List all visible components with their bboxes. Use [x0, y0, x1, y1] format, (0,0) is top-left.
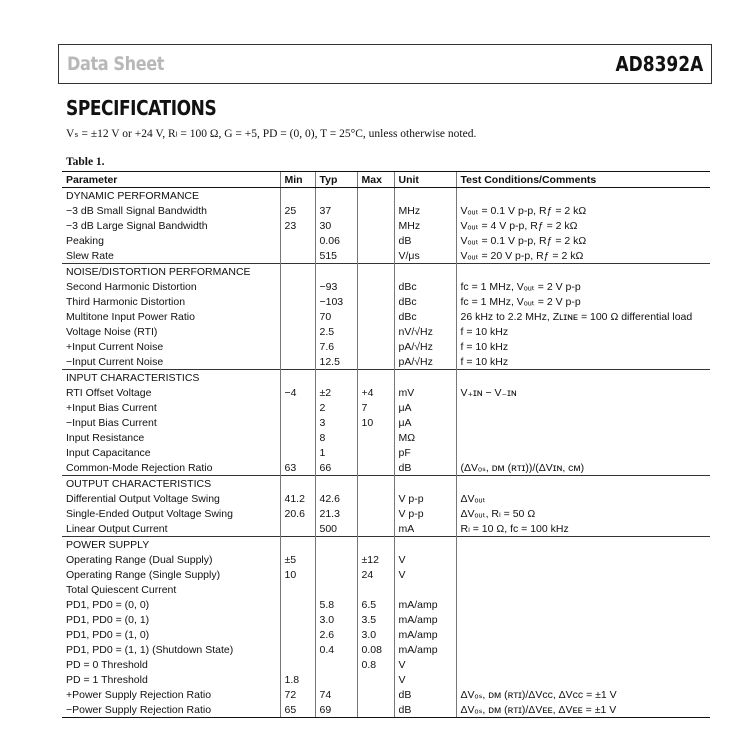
cell-min: 63 — [280, 460, 315, 476]
cell-test-conditions — [456, 552, 710, 567]
table-section-row — [62, 370, 710, 386]
cell-unit: V — [394, 672, 456, 687]
cell-min — [280, 264, 315, 280]
cell-max — [357, 687, 394, 702]
cell-unit — [394, 264, 456, 280]
cell-min: 1.8 — [280, 672, 315, 687]
table-row — [62, 506, 710, 521]
specifications-table — [62, 171, 710, 718]
cell-test-conditions: ΔVₒᵤₜ, Rₗ = 50 Ω — [456, 506, 710, 521]
cell-typ — [315, 672, 357, 687]
cell-unit: V p-p — [394, 491, 456, 506]
cell-min — [280, 309, 315, 324]
cell-test-conditions: fᴄ = 1 MHz, Vₒᵤₜ = 2 V p-p — [456, 294, 710, 309]
col-header-unit: Unit — [394, 172, 456, 188]
section-title: SPECIFICATIONS — [66, 96, 217, 120]
cell-min — [280, 476, 315, 492]
cell-max: 10 — [357, 415, 394, 430]
cell-typ: 21.3 — [315, 506, 357, 521]
cell-unit: V/μs — [394, 248, 456, 264]
cell-param: −Input Current Noise — [66, 355, 164, 368]
cell-unit: V p-p — [394, 506, 456, 521]
cell-max — [357, 233, 394, 248]
cell-test-conditions: ΔVₒᵤₜ — [456, 491, 710, 506]
cell-typ — [315, 552, 357, 567]
cell-min: 41.2 — [280, 491, 315, 506]
cell-unit: dB — [394, 460, 456, 476]
table-row — [62, 582, 710, 597]
table-row — [62, 445, 710, 460]
cell-max — [357, 188, 394, 204]
cell-test-conditions — [456, 537, 710, 553]
table-row — [62, 627, 710, 642]
cell-max — [357, 294, 394, 309]
cell-max — [357, 370, 394, 386]
cell-max — [357, 248, 394, 264]
cell-max — [357, 537, 394, 553]
table-section-row — [62, 537, 710, 553]
table-body — [62, 188, 710, 718]
cell-typ: 42.6 — [315, 491, 357, 506]
cell-unit: dB — [394, 233, 456, 248]
cell-test-conditions — [456, 582, 710, 597]
cell-test-conditions — [456, 642, 710, 657]
table-row — [62, 324, 710, 339]
table-row — [62, 309, 710, 324]
table-row — [62, 294, 710, 309]
cell-test-conditions — [456, 672, 710, 687]
cell-max: 3.0 — [357, 627, 394, 642]
cell-unit: dBc — [394, 294, 456, 309]
cell-min — [280, 354, 315, 370]
cell-max — [357, 476, 394, 492]
cell-param: Single-Ended Output Voltage Swing — [66, 507, 233, 520]
cell-unit — [394, 370, 456, 386]
cell-param: OUTPUT CHARACTERISTICS — [62, 476, 280, 492]
cell-unit: V — [394, 657, 456, 672]
cell-param: INPUT CHARACTERISTICS — [62, 370, 280, 386]
cell-typ: 2.5 — [315, 324, 357, 339]
cell-min: 10 — [280, 567, 315, 582]
cell-min — [280, 582, 315, 597]
table-row — [62, 612, 710, 627]
cell-min — [280, 430, 315, 445]
cell-unit: dB — [394, 687, 456, 702]
cell-min — [280, 627, 315, 642]
cell-typ: 515 — [315, 248, 357, 264]
cell-test-conditions — [456, 657, 710, 672]
cell-test-conditions — [456, 627, 710, 642]
cell-max — [357, 309, 394, 324]
cell-min: 65 — [280, 702, 315, 718]
cell-min: 72 — [280, 687, 315, 702]
cell-min — [280, 642, 315, 657]
cell-typ: 0.4 — [315, 642, 357, 657]
header-doc-type: Data Sheet — [67, 53, 165, 75]
cell-typ: −103 — [315, 294, 357, 309]
cell-max: 6.5 — [357, 597, 394, 612]
cell-param: Second Harmonic Distortion — [66, 280, 197, 293]
cell-unit: MΩ — [394, 430, 456, 445]
cell-unit: μA — [394, 400, 456, 415]
cell-typ: −93 — [315, 279, 357, 294]
cell-param: +Power Supply Rejection Ratio — [66, 688, 212, 701]
cell-max — [357, 430, 394, 445]
cell-unit: μA — [394, 415, 456, 430]
col-header-parameter: Parameter — [62, 172, 280, 188]
cell-param: RTI Offset Voltage — [66, 386, 152, 399]
cell-test-conditions — [456, 597, 710, 612]
cell-max — [357, 702, 394, 718]
cell-min — [280, 612, 315, 627]
table-row — [62, 521, 710, 537]
cell-test-conditions: (ΔVₒₛ, ᴅᴍ (ʀᴛɪ))/(ΔVɪɴ, ᴄᴍ) — [456, 460, 710, 476]
cell-unit: mA/amp — [394, 627, 456, 642]
cell-unit: dBc — [394, 279, 456, 294]
cell-typ: 70 — [315, 309, 357, 324]
cell-typ: 2.6 — [315, 627, 357, 642]
cell-param: Voltage Noise (RTI) — [66, 325, 158, 338]
cell-test-conditions: f = 10 kHz — [456, 324, 710, 339]
cell-unit: pA/√Hz — [394, 339, 456, 354]
cell-param: Common-Mode Rejection Ratio — [66, 461, 213, 474]
cell-typ: 69 — [315, 702, 357, 718]
cell-max — [357, 354, 394, 370]
cell-test-conditions: ΔVₒₛ, ᴅᴍ (ʀᴛɪ)/ΔVᴄᴄ, ΔVᴄᴄ = ±1 V — [456, 687, 710, 702]
cell-test-conditions — [456, 264, 710, 280]
cell-test-conditions: ΔVₒₛ, ᴅᴍ (ʀᴛɪ)/ΔVᴇᴇ, ΔVᴇᴇ = ±1 V — [456, 702, 710, 718]
cell-test-conditions: Vₒᵤₜ = 0.1 V p-p, Rƒ = 2 kΩ — [456, 233, 710, 248]
cell-max: +4 — [357, 385, 394, 400]
cell-unit: MHz — [394, 218, 456, 233]
cell-test-conditions: f = 10 kHz — [456, 354, 710, 370]
cell-param: −3 dB Small Signal Bandwidth — [66, 204, 207, 217]
cell-typ: 7.6 — [315, 339, 357, 354]
cell-min: 23 — [280, 218, 315, 233]
page-header — [58, 44, 712, 84]
cell-test-conditions: fᴄ = 1 MHz, Vₒᵤₜ = 2 V p-p — [456, 279, 710, 294]
cell-unit — [394, 188, 456, 204]
cell-max: 0.08 — [357, 642, 394, 657]
cell-max: ±12 — [357, 552, 394, 567]
test-conditions-note: Vₛ = ±12 V or +24 V, Rₗ = 100 Ω, G = +5, PD = (0, 0), T = 25°C, unless otherwise noted. — [66, 128, 477, 140]
cell-test-conditions — [456, 415, 710, 430]
cell-param: NOISE/DISTORTION PERFORMANCE — [62, 264, 280, 280]
cell-min — [280, 279, 315, 294]
cell-test-conditions: Vₒᵤₜ = 4 V p-p, Rƒ = 2 kΩ — [456, 218, 710, 233]
cell-max — [357, 460, 394, 476]
cell-unit: V — [394, 567, 456, 582]
cell-unit — [394, 582, 456, 597]
cell-min — [280, 400, 315, 415]
cell-param: PD1, PD0 = (1, 0) — [66, 628, 150, 641]
table-row — [62, 657, 710, 672]
cell-unit: mA/amp — [394, 642, 456, 657]
cell-param: POWER SUPPLY — [62, 537, 280, 553]
cell-test-conditions — [456, 430, 710, 445]
cell-min — [280, 233, 315, 248]
cell-test-conditions: Vₒᵤₜ = 0.1 V p-p, Rƒ = 2 kΩ — [456, 203, 710, 218]
cell-unit: mA/amp — [394, 612, 456, 627]
cell-param: −3 dB Large Signal Bandwidth — [66, 219, 208, 232]
cell-typ: 3 — [315, 415, 357, 430]
table-row — [62, 203, 710, 218]
cell-min — [280, 521, 315, 537]
cell-min — [280, 415, 315, 430]
table-row — [62, 687, 710, 702]
table-row — [62, 385, 710, 400]
cell-typ: 30 — [315, 218, 357, 233]
cell-param: Input Capacitance — [66, 446, 151, 459]
cell-typ: 5.8 — [315, 597, 357, 612]
cell-test-conditions — [456, 567, 710, 582]
table-row — [62, 339, 710, 354]
table-section-row — [62, 264, 710, 280]
cell-test-conditions: V₊ɪɴ − V₋ɪɴ — [456, 385, 710, 400]
cell-typ: 3.0 — [315, 612, 357, 627]
cell-max — [357, 264, 394, 280]
table-row — [62, 567, 710, 582]
cell-max — [357, 491, 394, 506]
cell-unit: mV — [394, 385, 456, 400]
cell-test-conditions — [456, 445, 710, 460]
cell-typ — [315, 476, 357, 492]
cell-unit: dB — [394, 702, 456, 718]
table-row — [62, 552, 710, 567]
cell-param: +Input Bias Current — [66, 401, 157, 414]
cell-max — [357, 203, 394, 218]
table-caption: Table 1. — [66, 156, 105, 168]
cell-param: PD = 1 Threshold — [66, 673, 148, 686]
cell-typ: 66 — [315, 460, 357, 476]
header-part-number: AD8392A — [615, 52, 703, 76]
cell-max — [357, 582, 394, 597]
cell-typ — [315, 537, 357, 553]
cell-test-conditions — [456, 400, 710, 415]
cell-max — [357, 521, 394, 537]
cell-unit: MHz — [394, 203, 456, 218]
table-row — [62, 354, 710, 370]
table-row — [62, 702, 710, 718]
table-row — [62, 248, 710, 264]
cell-unit — [394, 476, 456, 492]
cell-test-conditions: f = 10 kHz — [456, 339, 710, 354]
cell-min — [280, 188, 315, 204]
cell-param: PD1, PD0 = (0, 1) — [66, 613, 150, 626]
cell-param: Linear Output Current — [66, 522, 168, 535]
cell-max — [357, 506, 394, 521]
cell-min — [280, 294, 315, 309]
cell-param: Peaking — [66, 234, 104, 247]
col-header-test-conditions: Test Conditions/Comments — [456, 172, 710, 188]
cell-param: PD = 0 Threshold — [66, 658, 148, 671]
cell-typ — [315, 188, 357, 204]
cell-typ: 2 — [315, 400, 357, 415]
cell-test-conditions: Rₗ = 10 Ω, fᴄ = 100 kHz — [456, 521, 710, 537]
cell-typ: 12.5 — [315, 354, 357, 370]
cell-unit: V — [394, 552, 456, 567]
cell-param: PD1, PD0 = (0, 0) — [66, 598, 150, 611]
table-section-row — [62, 188, 710, 204]
cell-min: −4 — [280, 385, 315, 400]
cell-typ: 74 — [315, 687, 357, 702]
cell-min — [280, 597, 315, 612]
cell-typ — [315, 657, 357, 672]
cell-typ: 8 — [315, 430, 357, 445]
cell-param: Total Quiescent Current — [66, 583, 177, 596]
cell-test-conditions — [456, 188, 710, 204]
table-row — [62, 430, 710, 445]
cell-test-conditions — [456, 612, 710, 627]
cell-max: 24 — [357, 567, 394, 582]
cell-min — [280, 248, 315, 264]
cell-max: 7 — [357, 400, 394, 415]
cell-unit — [394, 537, 456, 553]
cell-unit: dBc — [394, 309, 456, 324]
cell-max — [357, 279, 394, 294]
cell-max — [357, 218, 394, 233]
cell-unit: nV/√Hz — [394, 324, 456, 339]
table-row — [62, 491, 710, 506]
table-row — [62, 415, 710, 430]
cell-test-conditions: Vₒᵤₜ = 20 V p-p, Rƒ = 2 kΩ — [456, 248, 710, 264]
table-row — [62, 597, 710, 612]
cell-unit: mA — [394, 521, 456, 537]
cell-unit: pA/√Hz — [394, 354, 456, 370]
cell-test-conditions: 26 kHz to 2.2 MHz, Zʟɪɴᴇ = 100 Ω differential load — [456, 309, 710, 324]
cell-min — [280, 445, 315, 460]
cell-typ: 500 — [315, 521, 357, 537]
cell-param: −Power Supply Rejection Ratio — [62, 702, 280, 718]
cell-min — [280, 370, 315, 386]
cell-param: Slew Rate — [66, 249, 114, 262]
cell-param: −Input Bias Current — [66, 416, 157, 429]
table-row — [62, 279, 710, 294]
cell-param: PD1, PD0 = (1, 1) (Shutdown State) — [66, 643, 234, 656]
cell-param: Multitone Input Power Ratio — [66, 310, 195, 323]
cell-typ: 1 — [315, 445, 357, 460]
cell-min: 25 — [280, 203, 315, 218]
cell-typ: 37 — [315, 203, 357, 218]
cell-max: 3.5 — [357, 612, 394, 627]
table-row — [62, 218, 710, 233]
cell-test-conditions — [456, 476, 710, 492]
cell-test-conditions — [456, 370, 710, 386]
cell-param: Differential Output Voltage Swing — [66, 492, 220, 505]
cell-max — [357, 324, 394, 339]
cell-param: Input Resistance — [66, 431, 145, 444]
cell-typ — [315, 370, 357, 386]
cell-param: DYNAMIC PERFORMANCE — [62, 188, 280, 204]
cell-max — [357, 672, 394, 687]
cell-min — [280, 657, 315, 672]
table-row — [62, 233, 710, 248]
cell-min — [280, 324, 315, 339]
cell-min: 20.6 — [280, 506, 315, 521]
cell-max — [357, 445, 394, 460]
cell-max: 0.8 — [357, 657, 394, 672]
table-row — [62, 672, 710, 687]
cell-typ: ±2 — [315, 385, 357, 400]
cell-max — [357, 339, 394, 354]
col-header-min: Min — [280, 172, 315, 188]
table-section-row — [62, 476, 710, 492]
cell-min: ±5 — [280, 552, 315, 567]
table-row — [62, 642, 710, 657]
cell-typ — [315, 264, 357, 280]
cell-unit: mA/amp — [394, 597, 456, 612]
col-header-max: Max — [357, 172, 394, 188]
cell-typ — [315, 567, 357, 582]
table-row — [62, 460, 710, 476]
cell-param: +Input Current Noise — [66, 340, 164, 353]
cell-typ: 0.06 — [315, 233, 357, 248]
cell-param: Operating Range (Single Supply) — [66, 568, 221, 581]
cell-unit: pF — [394, 445, 456, 460]
cell-min — [280, 537, 315, 553]
cell-param: Operating Range (Dual Supply) — [66, 553, 213, 566]
cell-min — [280, 339, 315, 354]
col-header-typ: Typ — [315, 172, 357, 188]
table-row — [62, 400, 710, 415]
cell-param: Third Harmonic Distortion — [66, 295, 186, 308]
table-header-row — [62, 172, 710, 188]
cell-typ — [315, 582, 357, 597]
